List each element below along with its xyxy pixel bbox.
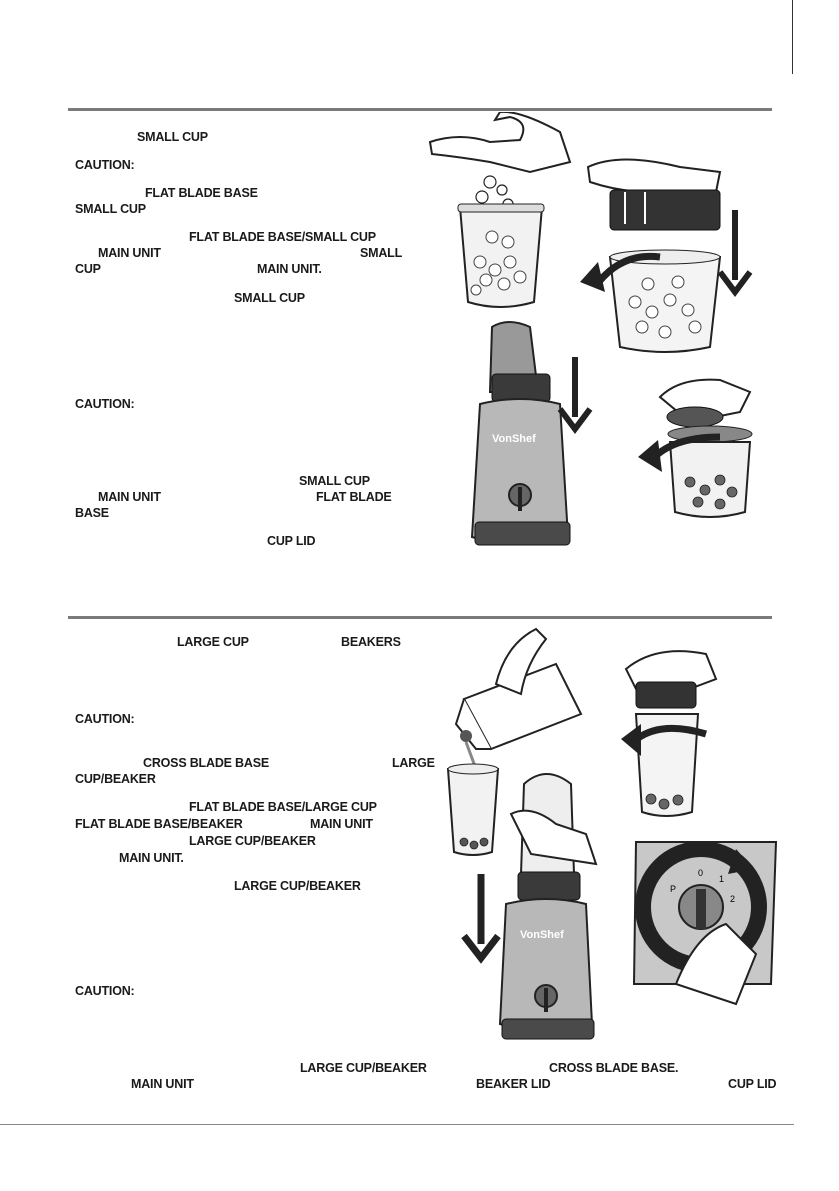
large-small-cup-icon (610, 250, 720, 352)
dial-closeup-icon (634, 842, 776, 1004)
caution-label: CAUTION: (75, 984, 135, 998)
brand-label: VonShef (492, 433, 536, 445)
keyword-flat-blade-base-large-cup: FLAT BLADE BASE/LARGE CUP (189, 800, 377, 814)
keyword-cup: CUP (75, 262, 101, 276)
large-cup-assembly-illustration (436, 624, 784, 1052)
hand-attaching-blade-base-icon (626, 651, 716, 708)
brand-label: VonShef (520, 929, 564, 941)
down-arrow-icon (464, 874, 498, 958)
keyword-small-cup: SMALL CUP (137, 130, 208, 144)
caution-label: CAUTION: (75, 397, 135, 411)
large-cup-icon (448, 764, 498, 855)
keyword-small-cup: SMALL CUP (75, 202, 146, 216)
keyword-large-cup-beaker: LARGE CUP/BEAKER (300, 1061, 427, 1075)
top-right-vertical-rule (792, 0, 793, 74)
dial-label-p: P (670, 884, 677, 894)
keyword-flat-blade-base-beaker: FLAT BLADE BASE/BEAKER (75, 817, 243, 831)
keyword-flat-blade: FLAT BLADE (316, 490, 392, 504)
keyword-cross-blade-base: CROSS BLADE BASE. (549, 1061, 679, 1075)
caution-label: CAUTION: (75, 712, 135, 726)
caution-label: CAUTION: (75, 158, 135, 172)
keyword-base: BASE (75, 506, 109, 520)
keyword-main-unit: MAIN UNIT. (119, 851, 184, 865)
small-cup-assembly-illustration (420, 112, 780, 560)
keyword-large-cup-beaker: LARGE CUP/BEAKER (234, 879, 361, 893)
keyword-small-cup: SMALL CUP (234, 291, 305, 305)
keyword-beaker-lid: BEAKER LID (476, 1077, 551, 1091)
section-1-divider (68, 108, 772, 111)
dial-label-1: 1 (719, 874, 725, 884)
keyword-main-unit: MAIN UNIT. (257, 262, 322, 276)
keyword-beakers: BEAKERS (341, 635, 401, 649)
keyword-cross-blade-base: CROSS BLADE BASE (143, 756, 269, 770)
keyword-large-cup: LARGE CUP (177, 635, 249, 649)
keyword-main-unit: MAIN UNIT (98, 246, 161, 260)
keyword-cup-lid: CUP LID (728, 1077, 777, 1091)
keyword-cup-lid: CUP LID (267, 534, 316, 548)
small-cup-icon (458, 204, 544, 307)
keyword-cup-beaker: CUP/BEAKER (75, 772, 156, 786)
dial-label-2: 2 (730, 894, 736, 904)
keyword-large-cup-beaker: LARGE CUP/BEAKER (189, 834, 316, 848)
hand-pouring-icon (430, 112, 570, 172)
keyword-flat-blade-base-small-cup: FLAT BLADE BASE/SMALL CUP (189, 230, 376, 244)
down-arrow-icon (720, 210, 750, 292)
down-arrow-icon (560, 357, 590, 429)
keyword-large: LARGE (392, 756, 435, 770)
hand-attaching-blade-base-icon (588, 160, 720, 231)
keyword-main-unit: MAIN UNIT (98, 490, 161, 504)
section-2-divider (68, 616, 772, 619)
footer-divider (0, 1124, 794, 1125)
keyword-small: SMALL (360, 246, 403, 260)
dial-label-0: 0 (698, 868, 704, 878)
keyword-flat-blade-base: FLAT BLADE BASE (145, 186, 258, 200)
keyword-small-cup: SMALL CUP (299, 474, 370, 488)
keyword-main-unit: MAIN UNIT (131, 1077, 194, 1091)
blender-main-unit-icon (472, 322, 570, 545)
keyword-main-unit: MAIN UNIT (310, 817, 373, 831)
